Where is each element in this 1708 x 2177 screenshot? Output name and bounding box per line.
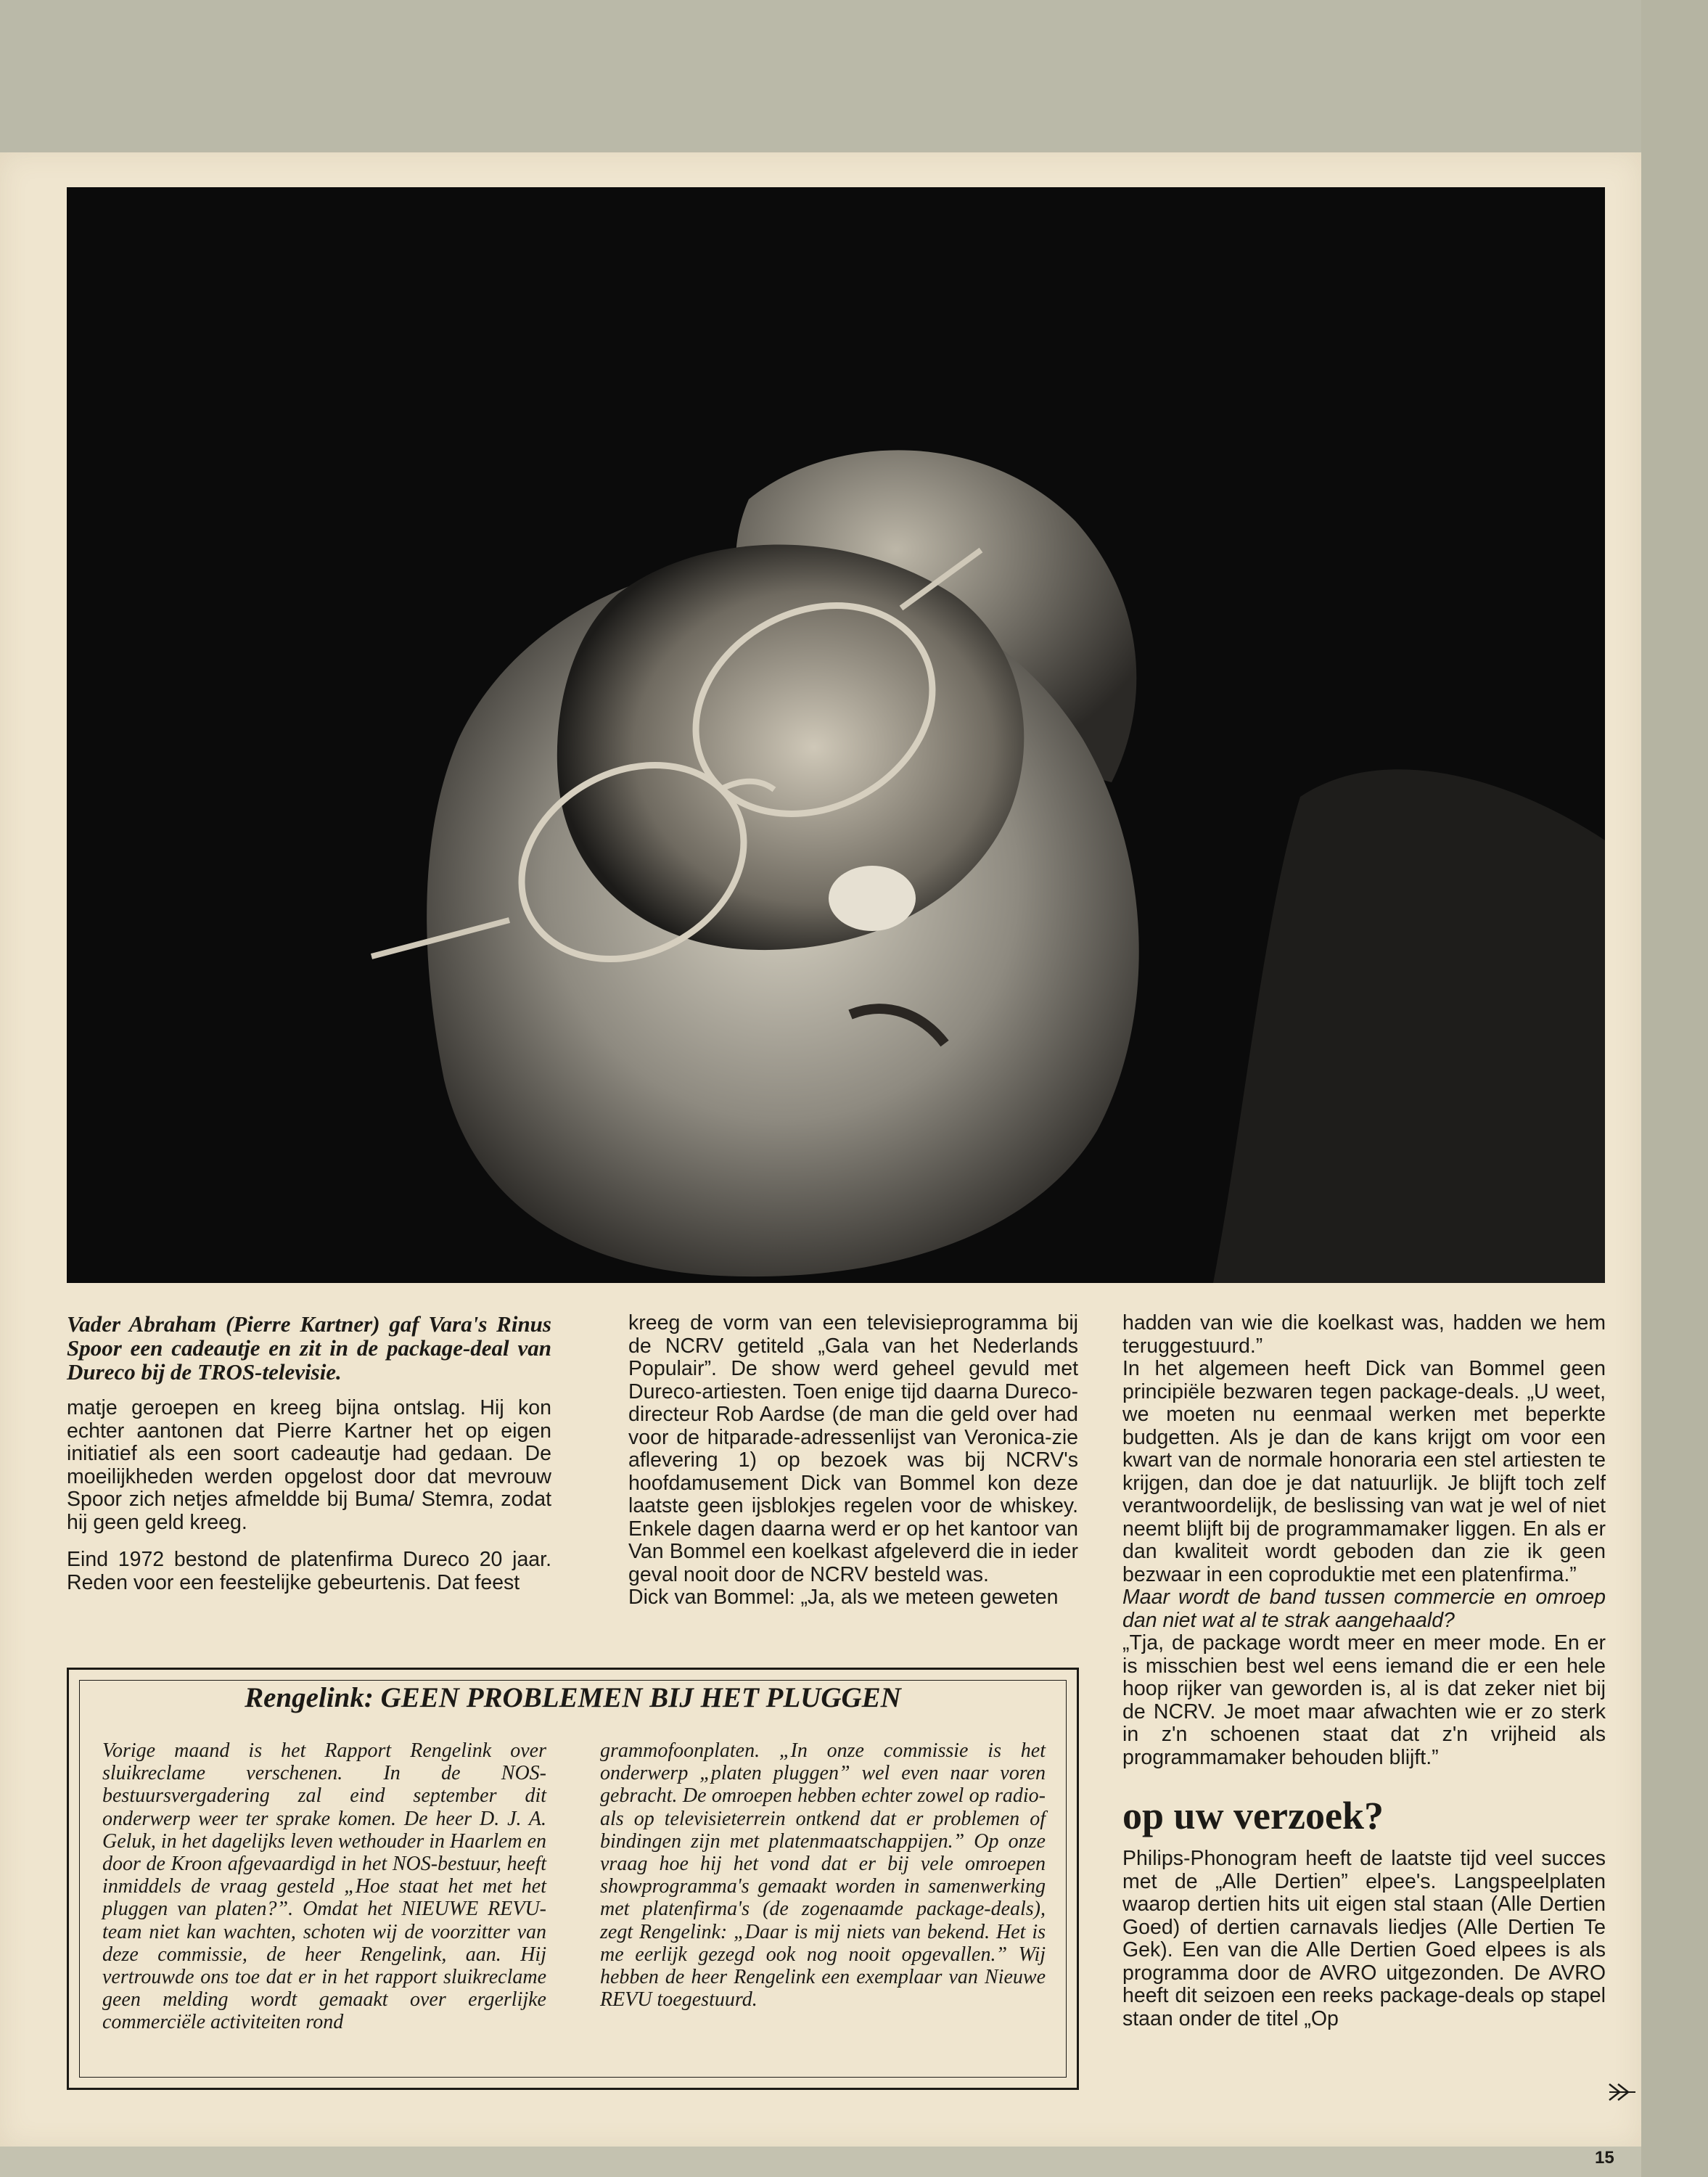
scan-background-bottom	[0, 2147, 1641, 2177]
column-3-paragraph-4: Philips-Phonogram heeft de laatste tijd veel succes met de „Alle Dertien” elpee's. Langspeelplaten waarop dertien hits uit eigen stal staan (Alle Dertien Goed) of dertien carnavals liedjes (Alle Dertien Te Gek). Een van die Alle Dertien Goed elpees is als programma door de AVRO uitgezonden. De AVRO heeft dit seizoen een reeks package-deals op stapel staan onder de titel „Op	[1122, 1847, 1606, 2030]
column-2	[628, 1312, 1078, 1610]
photo-caption: Vader Abraham (Pierre Kartner) gaf Vara's Rinus Spoor een cadeautje en zit in de package-deal van Dureco bij de TROS-televisie.	[67, 1311, 551, 1385]
column-1-paragraph-1: matje geroepen en kreeg bijna ontslag. Hij kon echter aantonen dat Pierre Kartner het op eigen initiatief als een soort cadeautje had gedaan. De moeilijkheden werden opgelost door dat mevrouw Spoor zich netjes afmeldde bij Buma/ Stemra, zodat hij geen geld kreeg.	[67, 1396, 551, 1534]
interview-question: Maar wordt de band tussen commercie en omroep dan niet wat al te strak aangehaald?	[1122, 1586, 1606, 1632]
column-3-paragraph-2: In het algemeen heeft Dick van Bommel geen principiële bezwaren tegen package-deals. „U weet, we moeten nu eenmaal werken met beperkte budgetten. Als je dan de kans krijgt om voor een kwart van de normale honoraria een stel artiesten te krijgen, dan doe je dat natuurlijk. Je blijft toch zelf verantwoordelijk, de beslissing van wat je wel of niet neemt blijft bij de programmamaker liggen. En als er dan kwaliteit wordt geboden dan zie ik geen bezwaar in een coproduktie met een platenfirma.”	[1122, 1357, 1606, 1586]
column-2-paragraph-2: Dick van Bommel: „Ja, als we meteen geweten	[628, 1586, 1059, 1609]
page-number: 15	[1595, 2148, 1614, 2168]
sidebar-box-right-column: grammofoonplaten. „In onze commissie is het onderwerp „platen pluggen” wel even naar voren gebracht. De omroepen hebben echter zowel op radio- als op televisieterrein ontkend dat er problemen of bindingen zijn met platenmaatschappijen.” Op onze vraag hoe hij het vond dat er bij vele omroepen showprogramma's gemaakt worden in samenwerking met platenfirma's (de zogenaamde package-deals), zegt Rengelink: „Daar is mij niets van bekend. Het is me eerlijk gezegd ook nog nooit opgevallen.” Wij hebben de heer Rengelink een exemplaar van Nieuwe REVU toegestuurd.	[600, 1739, 1046, 2012]
sidebar-box-left-column: Vorige maand is het Rapport Rengelink over sluikreclame verschenen. In de NOS-bestuursvergadering zal eind september dit onderwerp weer ter sprake komen. De heer D. J. A. Geluk, in het dagelijks leven wethouder in Haarlem en door de Kroon afgevaardigd in het NOS-bestuur, heeft inmiddels de vraag gesteld „Hoe staat het met het pluggen van platen?”. Omdat het NIEUWE REVU-team niet kan wachten, schoten wij de voorzitter van deze commissie, de heer Rengelink, aan. Hij vertrouwde ons toe dat er in het rapport sluikreclame geen melding wordt gemaakt over ergerlijke commerciële activiteiten rond	[102, 1739, 546, 2034]
column-1-paragraph-2: Eind 1972 bestond de platenfirma Dureco 20 jaar. Reden voor een feestelijke gebeurtenis. Dat feest	[67, 1548, 551, 1594]
sidebar-box	[67, 1668, 1079, 2090]
column-3-paragraph-1: hadden van wie die koelkast was, hadden we hem teruggestuurd.”	[1122, 1311, 1606, 1358]
column-3	[1122, 1312, 1606, 2030]
scan-background-right	[1641, 0, 1708, 2177]
column-1	[67, 1312, 551, 1609]
section-headline: op uw verzoek?	[1122, 1794, 1384, 1837]
portrait-photo	[67, 187, 1605, 1283]
column-3-paragraph-3: „Tja, de package wordt meer en meer mode. En er is misschien best wel eens iemand die er een hele hoop rijker van geworden is, al is dat zeker niet bij de NCRV. Je moet maar afwachten wie er zo sterk in z'n schoenen staat dat z'n vrijheid als programmamaker behouden blijft.”	[1122, 1631, 1606, 1769]
portrait-photo-image	[67, 187, 1605, 1283]
double-arrow-right-icon	[1606, 2080, 1641, 2104]
scan-background-top	[0, 0, 1708, 152]
column-2-paragraph-1: kreeg de vorm van een televisieprogramma bij de NCRV getiteld „Gala van het Nederlands Populair”. De show werd geheel gevuld met Dureco-artiesten. Toen enige tijd daarna Dureco-directeur Rob Aardse (de man die geld over had voor de hitparade-adressenlijst van Veronica-zie aflevering 1) op bezoek was bij NCRV's hoofdamusement Dick van Bommel kon deze laatste geen ijsblokjes regelen voor de whiskey. Enkele dagen daarna werd er op het kantoor van Van Bommel een koelkast afgeleverd die in ieder geval nooit door de NCRV besteld was.	[628, 1311, 1078, 1586]
sidebar-box-title: Rengelink: GEEN PROBLEMEN BIJ HET PLUGGEN	[245, 1682, 901, 1713]
